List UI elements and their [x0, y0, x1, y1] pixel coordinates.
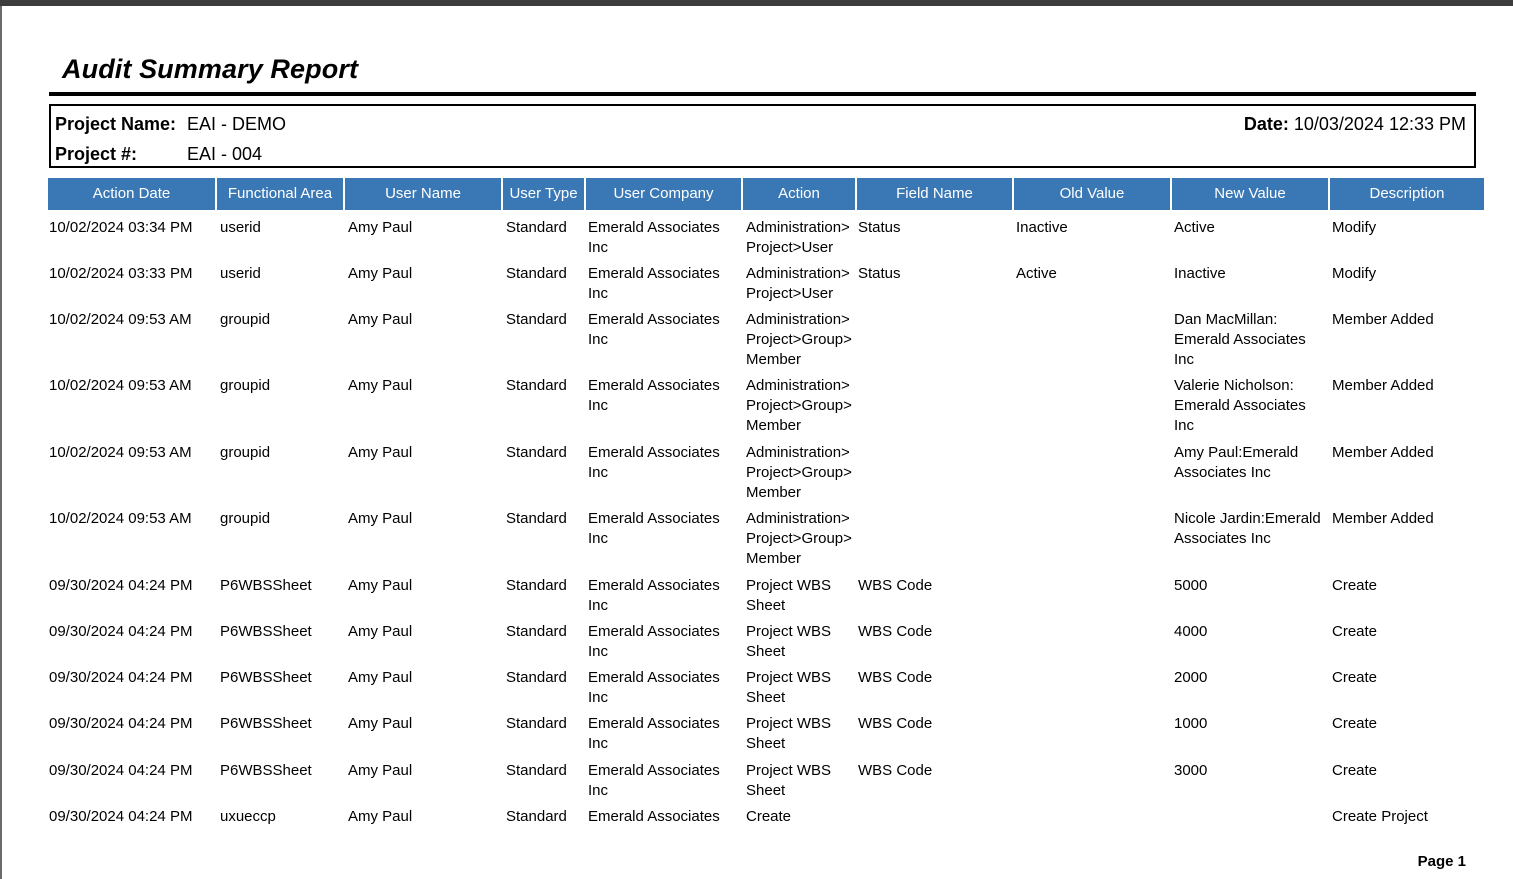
cell-functional-area: P6WBSSheet [220, 669, 312, 686]
cell-new-value: Emerald Associates [1174, 331, 1306, 348]
cell-new-value: 1000 [1174, 715, 1208, 732]
cell-action-date: 09/30/2024 04:24 PM [49, 623, 193, 640]
cell-action-date: 09/30/2024 04:24 PM [49, 762, 193, 779]
project-number-row [55, 144, 262, 165]
cell-functional-area: userid [220, 265, 261, 282]
cell-field-name: WBS Code [858, 715, 933, 732]
cell-user-name: Amy Paul [348, 265, 413, 282]
cell-action: Member [746, 550, 802, 567]
cell-action-date: 10/02/2024 09:53 AM [49, 444, 192, 461]
cell-action: Project WBS [746, 623, 832, 640]
cell-user-type: Standard [506, 219, 567, 236]
cell-new-value: 5000 [1174, 577, 1208, 594]
cell-functional-area: P6WBSSheet [220, 715, 312, 732]
cell-action: Member [746, 417, 802, 434]
header-field-name: Field Name [857, 178, 1012, 210]
cell-new-value: 2000 [1174, 669, 1208, 686]
cell-user-company: Emerald Associates [588, 669, 720, 686]
cell-functional-area: P6WBSSheet [220, 762, 312, 779]
cell-user-type: Standard [506, 377, 567, 394]
cell-user-name: Amy Paul [348, 669, 413, 686]
cell-user-type: Standard [506, 577, 567, 594]
window-top-strip [0, 0, 1513, 6]
cell-user-company: Inc [588, 782, 609, 799]
project-name-value: EAI - DEMO [187, 114, 287, 134]
cell-user-type: Standard [506, 444, 567, 461]
cell-user-company: Emerald Associates [588, 265, 720, 282]
cell-user-company: Inc [588, 735, 609, 752]
cell-user-name: Amy Paul [348, 510, 413, 527]
cell-action: Member [746, 484, 802, 501]
cell-user-company: Emerald Associates [588, 444, 720, 461]
cell-action: Member [746, 351, 802, 368]
cell-new-value: Dan MacMillan: [1174, 311, 1278, 328]
cell-action-date: 09/30/2024 04:24 PM [49, 669, 193, 686]
cell-user-name: Amy Paul [348, 623, 413, 640]
cell-functional-area: P6WBSSheet [220, 623, 312, 640]
cell-user-type: Standard [506, 623, 567, 640]
cell-user-type: Standard [506, 669, 567, 686]
cell-user-name: Amy Paul [348, 377, 413, 394]
cell-description: Modify [1332, 219, 1377, 236]
cell-description: Create [1332, 762, 1378, 779]
cell-old-value: Active [1016, 265, 1057, 282]
cell-new-value: Inc [1174, 417, 1195, 434]
cell-action: Project>User [746, 285, 834, 302]
cell-new-value: Valerie Nicholson: [1174, 377, 1294, 394]
cell-user-name: Amy Paul [348, 311, 413, 328]
cell-action: Project>Group> [746, 397, 852, 414]
cell-user-company: Emerald Associates [588, 577, 720, 594]
cell-description: Member Added [1332, 311, 1434, 328]
cell-user-name: Amy Paul [348, 808, 413, 825]
cell-user-company: Emerald Associates [588, 762, 720, 779]
cell-functional-area: groupid [220, 377, 271, 394]
cell-action: Sheet [746, 782, 786, 799]
cell-new-value: 4000 [1174, 623, 1208, 640]
cell-description: Create [1332, 715, 1378, 732]
title-rule [49, 92, 1476, 96]
cell-user-name: Amy Paul [348, 762, 413, 779]
cell-functional-area: groupid [220, 311, 271, 328]
cell-user-type: Standard [506, 715, 567, 732]
cell-user-company: Inc [588, 239, 609, 256]
cell-functional-area: userid [220, 219, 261, 236]
header-functional-area: Functional Area [217, 178, 343, 210]
cell-action-date: 09/30/2024 04:24 PM [49, 808, 193, 825]
cell-action: Project WBS [746, 577, 832, 594]
cell-user-company: Inc [588, 285, 609, 302]
cell-action-date: 09/30/2024 04:24 PM [49, 577, 193, 594]
cell-field-name: WBS Code [858, 762, 933, 779]
cell-user-name: Amy Paul [348, 219, 413, 236]
cell-user-type: Standard [506, 762, 567, 779]
cell-field-name: Status [858, 265, 901, 282]
cell-user-company: Inc [588, 530, 609, 547]
project-number-label: Project #: [55, 144, 138, 164]
cell-user-company: Emerald Associates [588, 623, 720, 640]
cell-action: Administration> [746, 510, 850, 527]
date-label: Date: [1243, 114, 1289, 134]
cell-description: Modify [1332, 265, 1377, 282]
cell-user-name: Amy Paul [348, 577, 413, 594]
report-date [1244, 114, 1466, 135]
cell-action-date: 10/02/2024 03:33 PM [49, 265, 193, 282]
cell-user-company: Inc [588, 643, 609, 660]
project-info-box [49, 104, 1476, 168]
cell-action: Administration> [746, 377, 850, 394]
cell-field-name: Status [858, 219, 901, 236]
cell-user-company: Inc [588, 464, 609, 481]
cell-user-company: Emerald Associates [588, 311, 720, 328]
cell-user-type: Standard [506, 311, 567, 328]
cell-action: Administration> [746, 219, 850, 236]
cell-new-value: Associates Inc [1174, 530, 1271, 547]
cell-action: Administration> [746, 311, 850, 328]
cell-field-name: WBS Code [858, 669, 933, 686]
cell-action: Project>Group> [746, 464, 852, 481]
cell-description: Create [1332, 669, 1378, 686]
cell-user-name: Amy Paul [348, 444, 413, 461]
cell-description: Create [1332, 577, 1378, 594]
cell-action-date: 10/02/2024 03:34 PM [49, 219, 193, 236]
cell-action: Project>User [746, 239, 834, 256]
cell-action: Sheet [746, 597, 786, 614]
header-action-date: Action Date [48, 178, 215, 210]
cell-field-name: WBS Code [858, 623, 933, 640]
cell-user-company: Inc [588, 397, 609, 414]
cell-action: Sheet [746, 735, 786, 752]
header-action: Action [743, 178, 855, 210]
date-value: 10/03/2024 12:33 PM [1293, 114, 1466, 134]
cell-action: Sheet [746, 689, 786, 706]
project-name-label: Project Name: [55, 114, 177, 134]
cell-action: Administration> [746, 444, 850, 461]
report-title: Audit Summary Report [62, 54, 359, 84]
page-left-edge [0, 6, 2, 879]
cell-description: Create Project [1332, 808, 1428, 825]
cell-action-date: 10/02/2024 09:53 AM [49, 311, 192, 328]
cell-description: Member Added [1332, 510, 1434, 527]
cell-action: Project WBS [746, 669, 832, 686]
cell-functional-area: groupid [220, 444, 271, 461]
cell-user-company: Emerald Associates [588, 510, 720, 527]
header-user-company: User Company [586, 178, 741, 210]
cell-action-date: 10/02/2024 09:53 AM [49, 510, 192, 527]
cell-user-company: Emerald Associates [588, 377, 720, 394]
cell-user-name: Amy Paul [348, 715, 413, 732]
cell-new-value: Active [1174, 219, 1215, 236]
cell-action-date: 09/30/2024 04:24 PM [49, 715, 193, 732]
cell-user-company: Inc [588, 597, 609, 614]
header-description: Description [1330, 178, 1484, 210]
cell-new-value: Nicole Jardin:Emerald [1174, 510, 1321, 527]
cell-description: Create [1332, 623, 1378, 640]
header-old-value: Old Value [1014, 178, 1170, 210]
header-user-name: User Name [345, 178, 501, 210]
cell-new-value: Associates Inc [1174, 464, 1271, 481]
cell-description: Member Added [1332, 377, 1434, 394]
cell-user-company: Inc [588, 689, 609, 706]
cell-new-value: 3000 [1174, 762, 1208, 779]
cell-action: Administration> [746, 265, 850, 282]
cell-action: Project>Group> [746, 530, 852, 547]
cell-user-type: Standard [506, 510, 567, 527]
cell-user-company: Inc [588, 331, 609, 348]
cell-action: Project WBS [746, 762, 832, 779]
project-number-value: EAI - 004 [187, 144, 263, 164]
cell-user-company: Emerald Associates [588, 808, 720, 825]
cell-action-date: 10/02/2024 09:53 AM [49, 377, 192, 394]
project-name-row [55, 114, 286, 135]
cell-user-company: Emerald Associates [588, 219, 720, 236]
cell-new-value: Inc [1174, 351, 1195, 368]
cell-action: Project WBS [746, 715, 832, 732]
page-number: Page 1 [1417, 853, 1466, 870]
cell-field-name: WBS Code [858, 577, 933, 594]
header-new-value: New Value [1172, 178, 1328, 210]
cell-new-value: Inactive [1174, 265, 1226, 282]
cell-user-company: Emerald Associates [588, 715, 720, 732]
cell-new-value: Amy Paul:Emerald [1174, 444, 1299, 461]
header-user-type: User Type [503, 178, 584, 210]
cell-functional-area: uxueccp [220, 808, 276, 825]
cell-action: Create [746, 808, 792, 825]
cell-action: Sheet [746, 643, 786, 660]
cell-user-type: Standard [506, 265, 567, 282]
cell-functional-area: P6WBSSheet [220, 577, 312, 594]
cell-description: Member Added [1332, 444, 1434, 461]
cell-functional-area: groupid [220, 510, 271, 527]
cell-action: Project>Group> [746, 331, 852, 348]
cell-user-type: Standard [506, 808, 567, 825]
cell-new-value: Emerald Associates [1174, 397, 1306, 414]
cell-old-value: Inactive [1016, 219, 1068, 236]
